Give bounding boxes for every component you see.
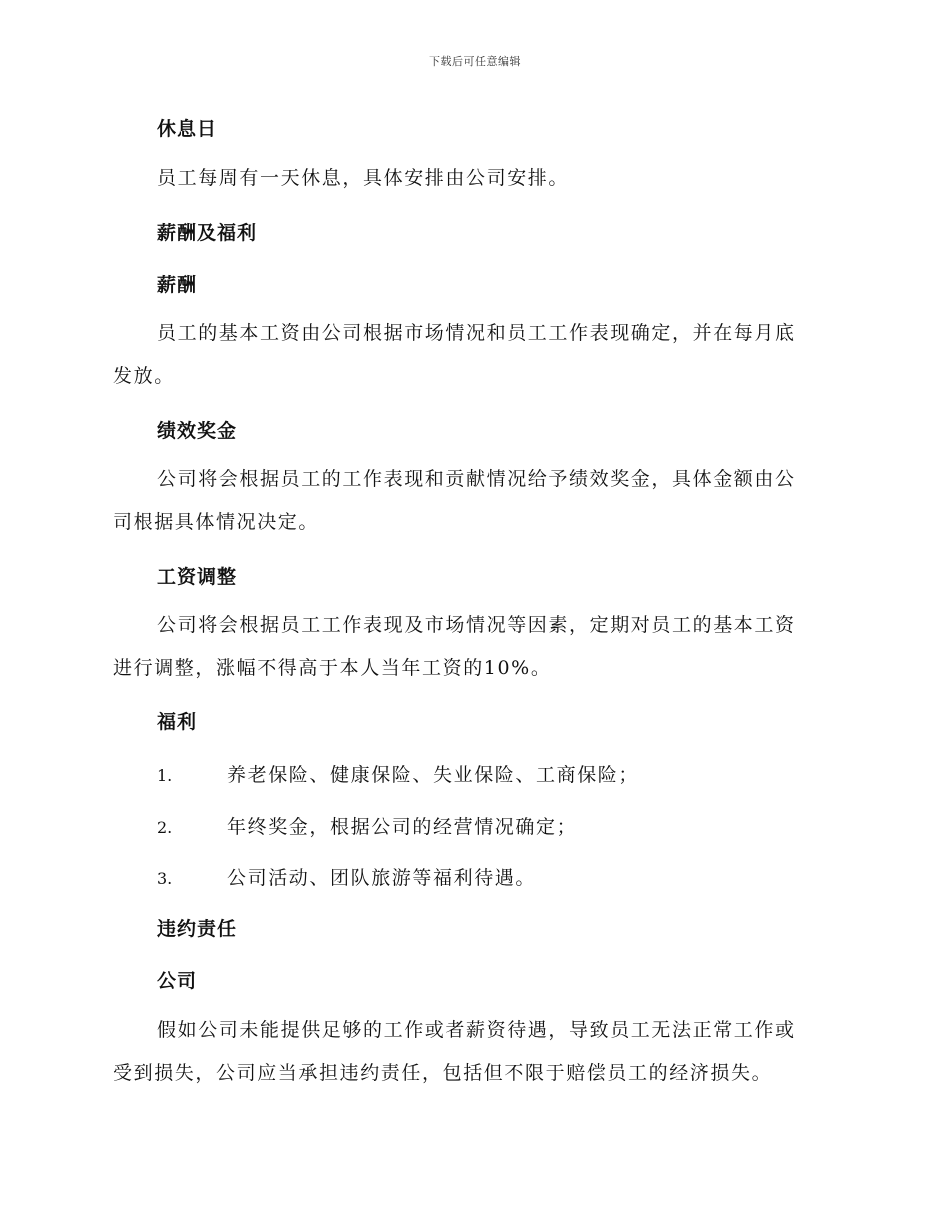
heading-pay-benefits: 薪酬及福利 [157, 222, 258, 244]
paragraph-line: 司根据具体情况决定。 [113, 511, 320, 533]
list-item [157, 812, 577, 839]
paragraph-salary [113, 312, 796, 398]
paragraph-salary-adjust [113, 604, 796, 690]
list-item-text: 公司活动、团队旅游等福利待遇。 [227, 867, 537, 889]
paragraph-line: 公司将会根据员工的工作表现和贡献情况给予绩效奖金，具体金额由公 [157, 468, 796, 490]
paragraph-line: 假如公司未能提供足够的工作或者薪资待遇，导致员工无法正常工作或 [157, 1019, 796, 1041]
heading-breach: 违约责任 [157, 918, 238, 940]
list-item [157, 863, 536, 890]
paragraph-line: 受到损失，公司应当承担违约责任，包括但不限于赔偿员工的经济损失。 [113, 1062, 773, 1084]
heading-welfare: 福利 [157, 711, 198, 733]
list-item [157, 760, 639, 787]
list-item-text: 年终奖金，根据公司的经营情况确定； [227, 816, 578, 838]
paragraph-rest-day [113, 157, 569, 200]
page-header: 下载后可任意编辑 [429, 55, 521, 68]
heading-salary: 薪酬 [157, 274, 198, 296]
paragraph-bonus [113, 458, 796, 544]
list-item-number: 3. [157, 869, 173, 888]
list-item-number: 2. [157, 818, 173, 837]
paragraph-line: 公司将会根据员工工作表现及市场情况等因素，定期对员工的基本工资 [157, 614, 796, 636]
list-item-number: 1. [157, 766, 173, 785]
heading-salary-adjust: 工资调整 [157, 566, 238, 588]
paragraph-line: 发放。 [113, 365, 175, 387]
heading-bonus: 绩效奖金 [157, 420, 238, 442]
list-item-text: 养老保险、健康保险、失业保险、工商保险； [227, 764, 640, 786]
heading-rest-day: 休息日 [157, 118, 218, 140]
heading-company: 公司 [157, 970, 198, 992]
paragraph-company [113, 1009, 796, 1095]
paragraph-line: 员工的基本工资由公司根据市场情况和员工工作表现确定，并在每月底 [157, 322, 796, 344]
paragraph-line: 进行调整，涨幅不得高于本人当年工资的10%。 [113, 657, 552, 679]
paragraph-line: 员工每周有一天休息，具体安排由公司安排。 [157, 167, 570, 189]
